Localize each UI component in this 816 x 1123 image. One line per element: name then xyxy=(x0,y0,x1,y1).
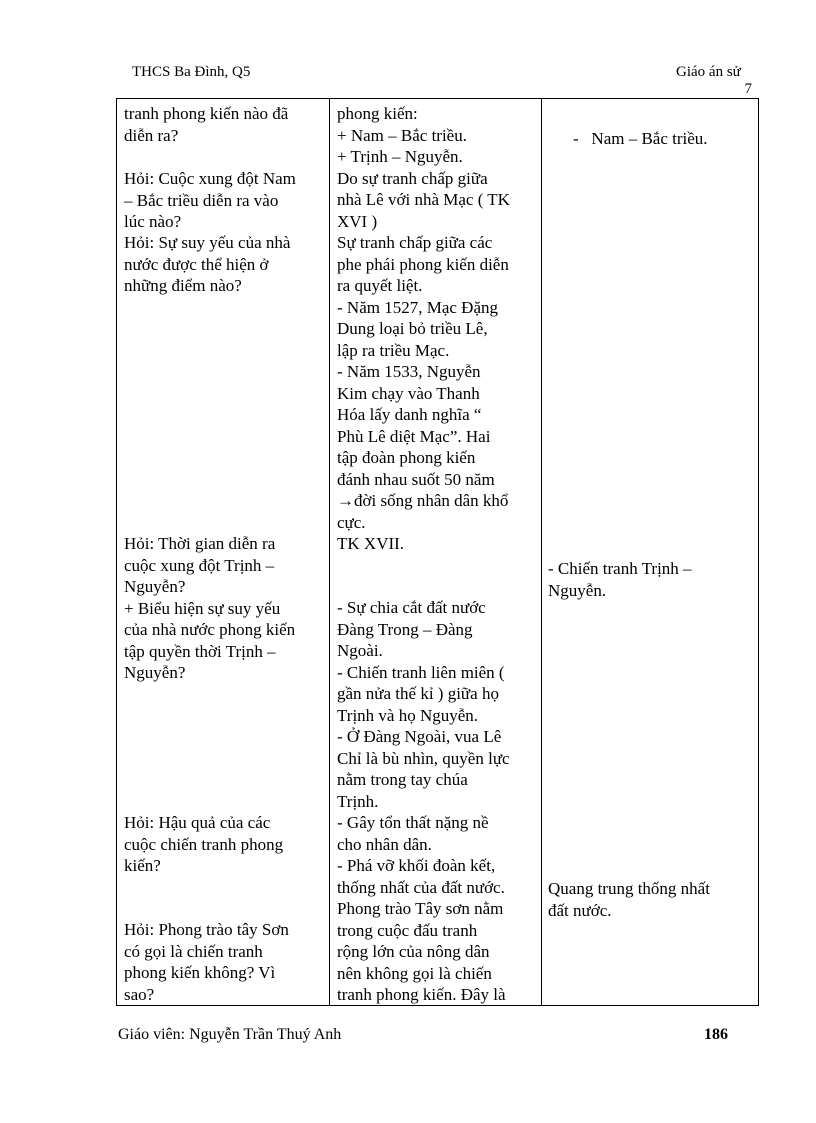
header-subject-line1: Giáo án sử xyxy=(676,64,741,80)
question-cell: Hỏi: Sự suy yếu của nhà nước được thể hiện ở những điểm nào? xyxy=(124,233,291,295)
answer-cell: - Sự chia cắt đất nước Đàng Trong – Đàng Ngoài. - Chiến tranh liên miên ( gần nửa thế kỉ ) giữa họ Trịnh và họ Nguyễn. - Ở Đàng Ngoài, vua Lê Chỉ là bù nhìn, quyền lực nằm trong tay chúa Trịnh. - Gây tổn thất nặng nề cho nhân dân. - Phá vỡ khối đoàn kết, thống nhất của đất nước. Phong trào Tây sơn nằm trong cuộc đấu tranh rộng lớn của nông dân nên không gọi là chiến tranh phong kiến. Đây là xyxy=(337,598,510,1004)
question-cell: Hỏi: Thời gian diễn ra cuộc xung đột Trịnh – Nguyễn? + Biểu hiện sự suy yếu của nhà nước phong kiến tập quyền thời Trịnh – Nguyễn? xyxy=(124,534,296,682)
question-cell: Hỏi: Phong trào tây Sơn có gọi là chiến tranh phong kiến không? Vì sao? xyxy=(124,920,289,1004)
summary-cell: - Chiến tranh Trịnh – Nguyễn. xyxy=(548,559,692,600)
footer-teacher: Giáo viên: Nguyễn Trần Thuý Anh xyxy=(118,1026,342,1043)
page-number: 186 xyxy=(704,1026,728,1043)
header-subject xyxy=(676,64,756,98)
header-school: THCS Ba Đình, Q5 xyxy=(132,64,251,80)
answer-cell: phong kiến: + Nam – Bắc triều. + Trịnh – Nguyễn. Do sự tranh chấp giữa nhà Lê với nhà Mạc ( TK XVI ) Sự tranh chấp giữa các phe phái phong kiến diễn ra quyết liệt. - Năm 1527, Mạc Đặng Dung loại bỏ triều Lê, lập ra triều Mạc. - Năm 1533, Nguyễn Kim chạy vào Thanh Hóa lấy danh nghĩa “ Phù Lê diệt Mạc”. Hai tập đoàn phong kiến đánh nhau suốt 50 năm →đời sống nhân dân khổ cực. TK XVII. xyxy=(337,104,510,553)
question-cell: Hỏi: Cuộc xung đột Nam – Bắc triều diễn ra vào lúc nào? xyxy=(124,169,296,231)
lesson-table xyxy=(116,98,759,1006)
header-subject-line2: 7 xyxy=(744,81,752,97)
summary-cell: Quang trung thống nhất đất nước. xyxy=(548,879,710,920)
summary-cell: - Nam – Bắc triều. xyxy=(573,129,708,148)
question-cell: tranh phong kiến nào đã diễn ra? xyxy=(124,104,289,145)
page-footer xyxy=(118,1026,728,1044)
column-divider-1 xyxy=(329,99,330,1005)
question-cell: Hỏi: Hậu quả của các cuộc chiến tranh phong kiến? xyxy=(124,813,284,875)
